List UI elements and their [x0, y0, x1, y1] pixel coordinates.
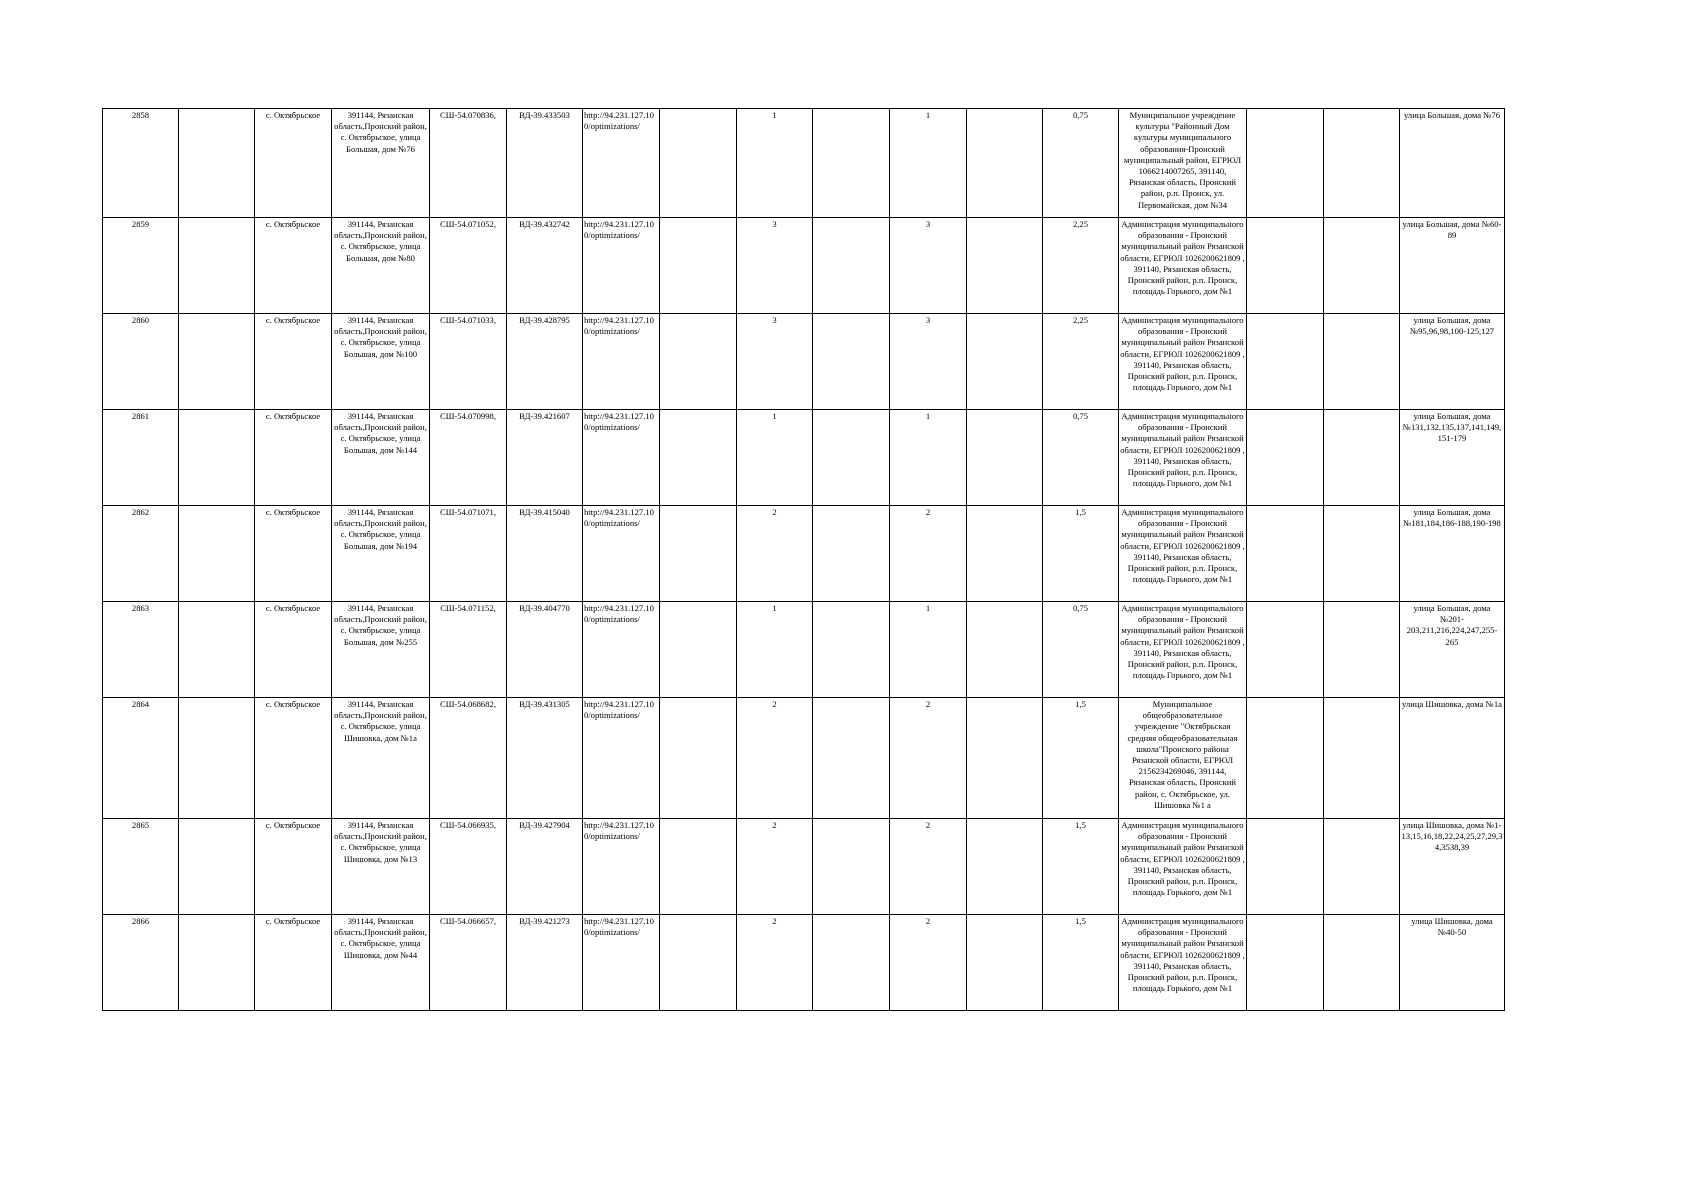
latitude-cell: СШ-54.071052, — [430, 218, 507, 314]
blank-cell — [967, 109, 1043, 218]
blank-cell — [1324, 314, 1400, 410]
served-addresses-cell: улица Шишовка, дома №1-13,15,16,18,22,24,25,27,29,34,3538,39 — [1400, 819, 1505, 915]
count-cell: 1 — [737, 602, 813, 698]
longitude-cell: ВД-39.404770 — [507, 602, 583, 698]
latitude-cell: СШ-54.070998, — [430, 410, 507, 506]
blank-cell — [660, 915, 737, 1011]
served-addresses-cell: улица Большая, дома №181,184,186-188,190-198 — [1400, 506, 1505, 602]
table-row — [103, 602, 1505, 698]
count-cell: 1 — [890, 602, 967, 698]
count-cell: 1 — [890, 410, 967, 506]
latitude-cell: СШ-54.071071, — [430, 506, 507, 602]
owner-cell: Муниципальное общеобразовательное учреждение "Октябрьская средняя общеобразовательная школа"Пронского района Рязанской области, ЕГРЮЛ 2156234269046, 391144, Рязанская область, Пронский район, с. Октябрьское, ул. Шишовка №1 а — [1119, 698, 1247, 819]
longitude-cell: ВД-39.431305 — [507, 698, 583, 819]
volume-cell: 0,75 — [1043, 602, 1119, 698]
served-addresses-cell: улица Шишовка, дома №1а — [1400, 698, 1505, 819]
volume-cell: 1,5 — [1043, 698, 1119, 819]
longitude-cell: ВД-39.427904 — [507, 819, 583, 915]
served-addresses-cell: улица Большая, дома №60-89 — [1400, 218, 1505, 314]
served-addresses-cell: улица Большая, дома №76 — [1400, 109, 1505, 218]
blank-cell — [1324, 819, 1400, 915]
longitude-cell: ВД-39.433503 — [507, 109, 583, 218]
volume-cell: 2,25 — [1043, 218, 1119, 314]
owner-cell: Муниципальное учреждение культуры "Районный Дом культуры муниципального образования-Пронский муниципальный район, ЕГРЮЛ 1066214007265, 391140, Рязанская область, Пронский район, р.п. Пронск, ул. Первомайская, дом №34 — [1119, 109, 1247, 218]
address-cell: 391144, Рязанская область,Пронский район, с. Октябрьское, улица Большая, дом №100 — [332, 314, 430, 410]
longitude-cell: ВД-39.421607 — [507, 410, 583, 506]
blank-cell — [1324, 218, 1400, 314]
table-row — [103, 819, 1505, 915]
blank-cell — [179, 819, 255, 915]
count-cell: 2 — [890, 506, 967, 602]
table-row — [103, 109, 1505, 218]
blank-cell — [660, 819, 737, 915]
locality-cell: с. Октябрьское — [255, 915, 332, 1011]
blank-cell — [179, 314, 255, 410]
owner-cell: Администрация муниципального образования - Пронский муниципальный район Рязанской области, ЕГРЮЛ 1026200621809 , 391140, Рязанская область, Пронский район, р.п. Пронск, площадь Горького, дом №1 — [1119, 602, 1247, 698]
blank-cell — [1247, 915, 1324, 1011]
owner-cell: Администрация муниципального образования - Пронский муниципальный район Рязанской области, ЕГРЮЛ 1026200621809 , 391140, Рязанская область, Пронский район, р.п. Пронск, площадь Горького, дом №1 — [1119, 314, 1247, 410]
address-cell: 391144, Рязанская область,Пронский район, с. Октябрьское, улица Большая, дом №255 — [332, 602, 430, 698]
blank-cell — [1324, 506, 1400, 602]
blank-cell — [813, 819, 890, 915]
latitude-cell: СШ-54.068682, — [430, 698, 507, 819]
blank-cell — [1324, 698, 1400, 819]
locality-cell: с. Октябрьское — [255, 819, 332, 915]
blank-cell — [813, 410, 890, 506]
count-cell: 1 — [890, 109, 967, 218]
row-number-cell: 2859 — [103, 218, 179, 314]
latitude-cell: СШ-54.071033, — [430, 314, 507, 410]
volume-cell: 0,75 — [1043, 410, 1119, 506]
volume-cell: 1,5 — [1043, 915, 1119, 1011]
count-cell: 3 — [890, 218, 967, 314]
table-row — [103, 410, 1505, 506]
count-cell: 2 — [737, 915, 813, 1011]
blank-cell — [1324, 410, 1400, 506]
blank-cell — [179, 218, 255, 314]
table-body — [103, 109, 1505, 1011]
count-cell: 2 — [737, 819, 813, 915]
count-cell: 3 — [737, 314, 813, 410]
locality-cell: с. Октябрьское — [255, 314, 332, 410]
address-cell: 391144, Рязанская область,Пронский район, с. Октябрьское, улица Шишовка, дом №1а — [332, 698, 430, 819]
address-cell: 391144, Рязанская область,Пронский район, с. Октябрьское, улица Шишовка, дом №44 — [332, 915, 430, 1011]
owner-cell: Администрация муниципального образования - Пронский муниципальный район Рязанской области, ЕГРЮЛ 1026200621809 , 391140, Рязанская область, Пронский район, р.п. Пронск, площадь Горького, дом №1 — [1119, 410, 1247, 506]
count-cell: 2 — [890, 698, 967, 819]
blank-cell — [1247, 314, 1324, 410]
blank-cell — [967, 602, 1043, 698]
served-addresses-cell: улица Большая, дома №201-203,211,216,224,247,255-265 — [1400, 602, 1505, 698]
blank-cell — [967, 218, 1043, 314]
locality-cell: с. Октябрьское — [255, 218, 332, 314]
address-cell: 391144, Рязанская область,Пронский район, с. Октябрьское, улица Большая, дом №76 — [332, 109, 430, 218]
blank-cell — [967, 506, 1043, 602]
registry-table — [102, 108, 1505, 1011]
row-number-cell: 2861 — [103, 410, 179, 506]
blank-cell — [660, 602, 737, 698]
served-addresses-cell: улица Шишовка, дома №40-50 — [1400, 915, 1505, 1011]
address-cell: 391144, Рязанская область,Пронский район, с. Октябрьское, улица Шишовка, дом №13 — [332, 819, 430, 915]
blank-cell — [179, 506, 255, 602]
link-cell: http://94.231.127.100/optimizations/ — [583, 506, 660, 602]
row-number-cell: 2862 — [103, 506, 179, 602]
blank-cell — [660, 109, 737, 218]
blank-cell — [1247, 506, 1324, 602]
blank-cell — [179, 602, 255, 698]
row-number-cell: 2866 — [103, 915, 179, 1011]
volume-cell: 2,25 — [1043, 314, 1119, 410]
link-cell: http://94.231.127.100/optimizations/ — [583, 218, 660, 314]
owner-cell: Администрация муниципального образования - Пронский муниципальный район Рязанской области, ЕГРЮЛ 1026200621809 , 391140, Рязанская область, Пронский район, р.п. Пронск, площадь Горького, дом №1 — [1119, 819, 1247, 915]
blank-cell — [1324, 602, 1400, 698]
locality-cell: с. Октябрьское — [255, 506, 332, 602]
blank-cell — [660, 218, 737, 314]
row-number-cell: 2860 — [103, 314, 179, 410]
blank-cell — [1324, 915, 1400, 1011]
blank-cell — [179, 698, 255, 819]
longitude-cell: ВД-39.432742 — [507, 218, 583, 314]
blank-cell — [967, 698, 1043, 819]
served-addresses-cell: улица Большая, дома №131,132,135,137,141,149, 151-179 — [1400, 410, 1505, 506]
blank-cell — [1247, 410, 1324, 506]
address-cell: 391144, Рязанская область,Пронский район, с. Октябрьское, улица Большая, дом №194 — [332, 506, 430, 602]
owner-cell: Администрация муниципального образования - Пронский муниципальный район Рязанской области, ЕГРЮЛ 1026200621809 , 391140, Рязанская область, Пронский район, р.п. Пронск, площадь Горького, дом №1 — [1119, 506, 1247, 602]
blank-cell — [813, 109, 890, 218]
blank-cell — [660, 314, 737, 410]
count-cell: 2 — [737, 506, 813, 602]
latitude-cell: СШ-54.066657, — [430, 915, 507, 1011]
blank-cell — [179, 915, 255, 1011]
blank-cell — [660, 410, 737, 506]
link-cell: http://94.231.127.100/optimizations/ — [583, 819, 660, 915]
count-cell: 1 — [737, 109, 813, 218]
blank-cell — [967, 410, 1043, 506]
volume-cell: 1,5 — [1043, 819, 1119, 915]
blank-cell — [967, 819, 1043, 915]
row-number-cell: 2858 — [103, 109, 179, 218]
volume-cell: 1,5 — [1043, 506, 1119, 602]
served-addresses-cell: улица Большая, дома №95,96,98,100-125,127 — [1400, 314, 1505, 410]
locality-cell: с. Октябрьское — [255, 109, 332, 218]
blank-cell — [1247, 218, 1324, 314]
blank-cell — [813, 506, 890, 602]
longitude-cell: ВД-39.421273 — [507, 915, 583, 1011]
count-cell: 3 — [737, 218, 813, 314]
address-cell: 391144, Рязанская область,Пронский район, с. Октябрьское, улица Большая, дом №144 — [332, 410, 430, 506]
blank-cell — [813, 218, 890, 314]
locality-cell: с. Октябрьское — [255, 410, 332, 506]
row-number-cell: 2864 — [103, 698, 179, 819]
blank-cell — [813, 602, 890, 698]
row-number-cell: 2863 — [103, 602, 179, 698]
blank-cell — [1247, 109, 1324, 218]
link-cell: http://94.231.127.100/optimizations/ — [583, 314, 660, 410]
blank-cell — [1247, 698, 1324, 819]
blank-cell — [967, 915, 1043, 1011]
blank-cell — [813, 314, 890, 410]
link-cell: http://94.231.127.100/optimizations/ — [583, 698, 660, 819]
blank-cell — [179, 109, 255, 218]
count-cell: 1 — [737, 410, 813, 506]
table-row — [103, 506, 1505, 602]
longitude-cell: ВД-39.428795 — [507, 314, 583, 410]
table-row — [103, 314, 1505, 410]
link-cell: http://94.231.127.100/optimizations/ — [583, 410, 660, 506]
owner-cell: Администрация муниципального образования - Пронский муниципальный район Рязанской области, ЕГРЮЛ 1026200621809 , 391140, Рязанская область, Пронский район, р.п. Пронск, площадь Горького, дом №1 — [1119, 915, 1247, 1011]
link-cell: http://94.231.127.100/optimizations/ — [583, 109, 660, 218]
link-cell: http://94.231.127.100/optimizations/ — [583, 602, 660, 698]
blank-cell — [813, 915, 890, 1011]
blank-cell — [1247, 819, 1324, 915]
count-cell: 2 — [890, 819, 967, 915]
volume-cell: 0,75 — [1043, 109, 1119, 218]
link-cell: http://94.231.127.100/optimizations/ — [583, 915, 660, 1011]
latitude-cell: СШ-54.071152, — [430, 602, 507, 698]
blank-cell — [967, 314, 1043, 410]
count-cell: 2 — [737, 698, 813, 819]
locality-cell: с. Октябрьское — [255, 602, 332, 698]
table-row — [103, 698, 1505, 819]
latitude-cell: СШ-54.066935, — [430, 819, 507, 915]
count-cell: 2 — [890, 915, 967, 1011]
blank-cell — [660, 506, 737, 602]
address-cell: 391144, Рязанская область,Пронский район, с. Октябрьское, улица Большая, дом №80 — [332, 218, 430, 314]
blank-cell — [1324, 109, 1400, 218]
owner-cell: Администрация муниципального образования - Пронский муниципальный район Рязанской области, ЕГРЮЛ 1026200621809 , 391140, Рязанская область, Пронский район, р.п. Пронск, площадь Горького, дом №1 — [1119, 218, 1247, 314]
latitude-cell: СШ-54.070836, — [430, 109, 507, 218]
blank-cell — [660, 698, 737, 819]
blank-cell — [179, 410, 255, 506]
count-cell: 3 — [890, 314, 967, 410]
longitude-cell: ВД-39.415040 — [507, 506, 583, 602]
blank-cell — [813, 698, 890, 819]
table-row — [103, 915, 1505, 1011]
locality-cell: с. Октябрьское — [255, 698, 332, 819]
table-row — [103, 218, 1505, 314]
row-number-cell: 2865 — [103, 819, 179, 915]
blank-cell — [1247, 602, 1324, 698]
